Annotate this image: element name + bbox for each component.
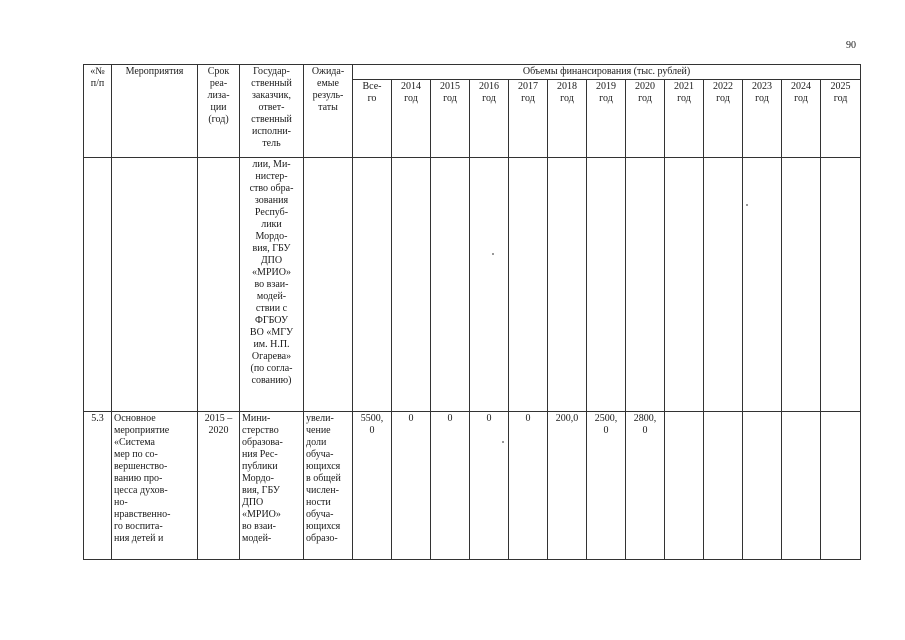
header-year-col: 2015 год (431, 80, 470, 158)
scan-speck (746, 204, 748, 206)
header-year-col: 2014 год (392, 80, 431, 158)
table-cell (743, 158, 782, 412)
value-cell (704, 412, 743, 560)
table-row (84, 412, 861, 560)
header-term: Срок реа- лиза- ции (год) (198, 65, 240, 158)
scan-speck (502, 441, 504, 443)
table-cell (509, 158, 548, 412)
header-financing: Объемы финансирования (тыс. рублей) (353, 65, 861, 80)
value-cell: 0 (470, 412, 509, 560)
row-number: 5.3 (84, 412, 112, 560)
table-cell (112, 158, 198, 412)
header-year-col: 2021 год (665, 80, 704, 158)
table-cell (821, 158, 861, 412)
header-year-col: 2017 год (509, 80, 548, 158)
table-cell (198, 158, 240, 412)
table-cell (353, 158, 392, 412)
header-year-col: 2018 год (548, 80, 587, 158)
table-cell (782, 158, 821, 412)
value-cell: 200,0 (548, 412, 587, 560)
financing-table (83, 64, 861, 560)
value-cell (665, 412, 704, 560)
value-cell: 0 (509, 412, 548, 560)
table-cell (587, 158, 626, 412)
page-number: 90 (846, 40, 856, 51)
scan-speck (492, 253, 494, 255)
header-year-col: 2016 год (470, 80, 509, 158)
header-measure: Мероприятия (112, 65, 198, 158)
header-num: «№ п/п (84, 65, 112, 158)
value-cell: 2500, 0 (587, 412, 626, 560)
table-row (84, 158, 861, 412)
header-year-col: 2024 год (782, 80, 821, 158)
value-cell (821, 412, 861, 560)
header-year-col: Все- го (353, 80, 392, 158)
value-cell: 5500, 0 (353, 412, 392, 560)
value-cell: 2800, 0 (626, 412, 665, 560)
header-year-col: 2020 год (626, 80, 665, 158)
table-cell (470, 158, 509, 412)
continuation-customer: лии, Ми- нистер- ство обра- зования Респуб- лики Мордо- вия, ГБУ ДПО «МРИО» во взаи- модей- ствии с ФГБОУ ВО «МГУ им. Н.П. Огарева» (по согла- сованию) (240, 158, 304, 412)
header-year-col: 2025 год (821, 80, 861, 158)
value-cell: 0 (431, 412, 470, 560)
header-year-col: 2023 год (743, 80, 782, 158)
table-cell (665, 158, 704, 412)
table-cell (84, 158, 112, 412)
table-cell (626, 158, 665, 412)
row-customer: Мини- стерство образова- ния Рес- публики Мордо- вия, ГБУ ДПО «МРИО» во взаи- модей- (240, 412, 304, 560)
table-cell (431, 158, 470, 412)
value-cell: 0 (392, 412, 431, 560)
row-measure: Основное мероприятие «Система мер по со- вершенство- ванию про- цесса духов- но- нравственно- го воспита- ния детей и (112, 412, 198, 560)
table-cell (548, 158, 587, 412)
row-results: увели- чение доли обуча- ющихся в общей числен- ности обуча- ющихся образо- (304, 412, 353, 560)
table-cell (304, 158, 353, 412)
table-cell (392, 158, 431, 412)
value-cell (782, 412, 821, 560)
header-year-col: 2022 год (704, 80, 743, 158)
header-results: Ожида- емые резуль- таты (304, 65, 353, 158)
row-term: 2015 – 2020 (198, 412, 240, 560)
table-cell (704, 158, 743, 412)
value-cell (743, 412, 782, 560)
header-year-col: 2019 год (587, 80, 626, 158)
header-customer: Государ- ственный заказчик, ответ- ственный исполни- тель (240, 65, 304, 158)
